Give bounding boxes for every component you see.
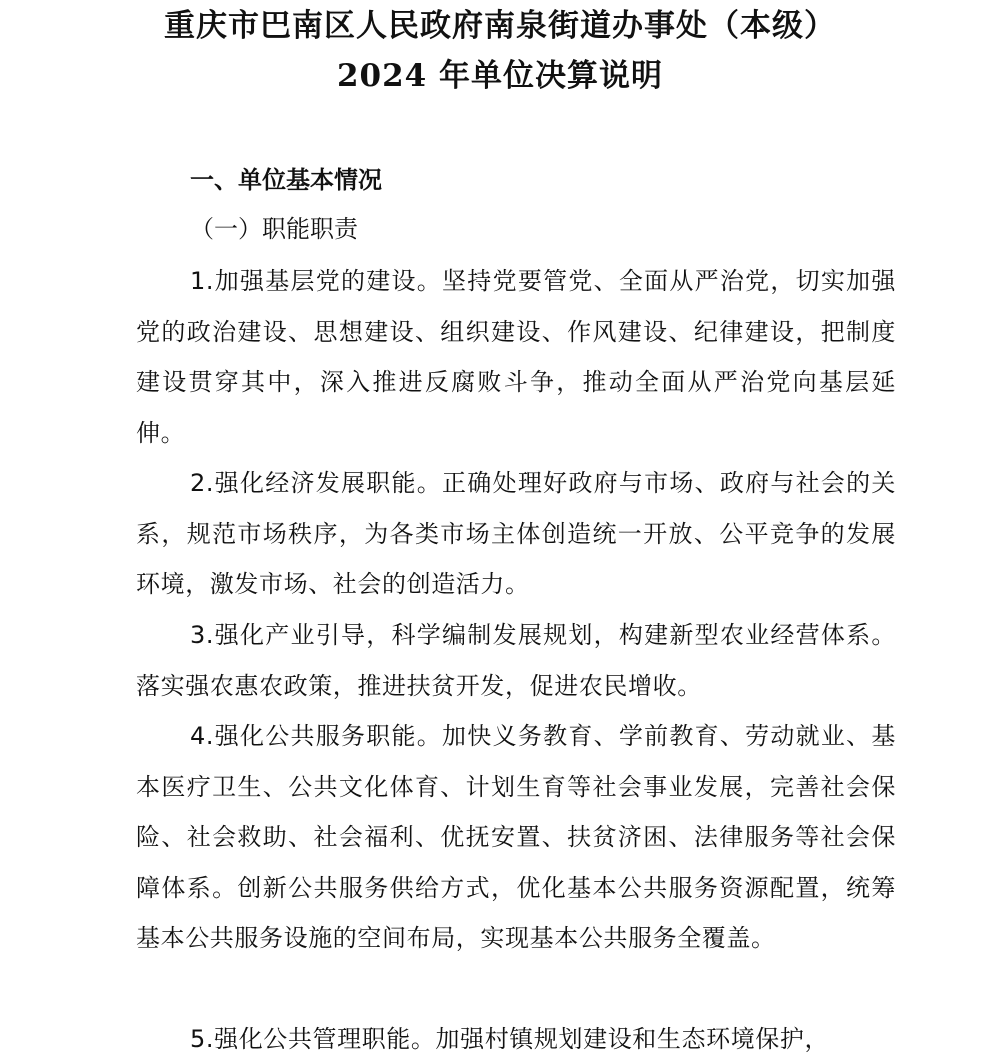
- section-heading: 一、单位基本情况: [190, 166, 382, 194]
- paragraph-2: 2.强化经济发展职能。正确处理好政府与市场、政府与社会的关系，规范市场秩序，为各类市场主体创造统一开放、公平竞争的发展环境，激发市场、社会的创造活力。: [136, 469, 896, 599]
- paragraph-5: 5.强化公共管理职能。加强村镇规划建设和生态环境保护，: [190, 1025, 830, 1053]
- paragraph-4: 4.强化公共服务职能。加快义务教育、学前教育、劳动就业、基本医疗卫生、公共文化体育、计划生育等社会事业发展，完善社会保险、社会救助、社会福利、优抚安置、扶贫济困、法律服务等社会保障体系。创新公共服务供给方式，优化基本公共服务资源配置，统筹基本公共服务设施的空间布局，实现基本公共服务全覆盖。: [136, 722, 896, 953]
- paragraph-1: 1.加强基层党的建设。坚持党要管党、全面从严治党，切实加强党的政治建设、思想建设、组织建设、作风建设、纪律建设，把制度建设贯穿其中，深入推进反腐败斗争，推动全面从严治党向基层延伸。: [136, 267, 896, 447]
- subsection-heading: （一）职能职责: [190, 215, 358, 243]
- document-title-line-2: 2024 年单位决算说明: [336, 58, 664, 94]
- document-title-line-1: 重庆市巴南区人民政府南泉街道办事处（本级）: [164, 8, 836, 44]
- paragraph-3: 3.强化产业引导，科学编制发展规划，构建新型农业经营体系。落实强农惠农政策，推进扶贫开发，促进农民增收。: [136, 621, 896, 700]
